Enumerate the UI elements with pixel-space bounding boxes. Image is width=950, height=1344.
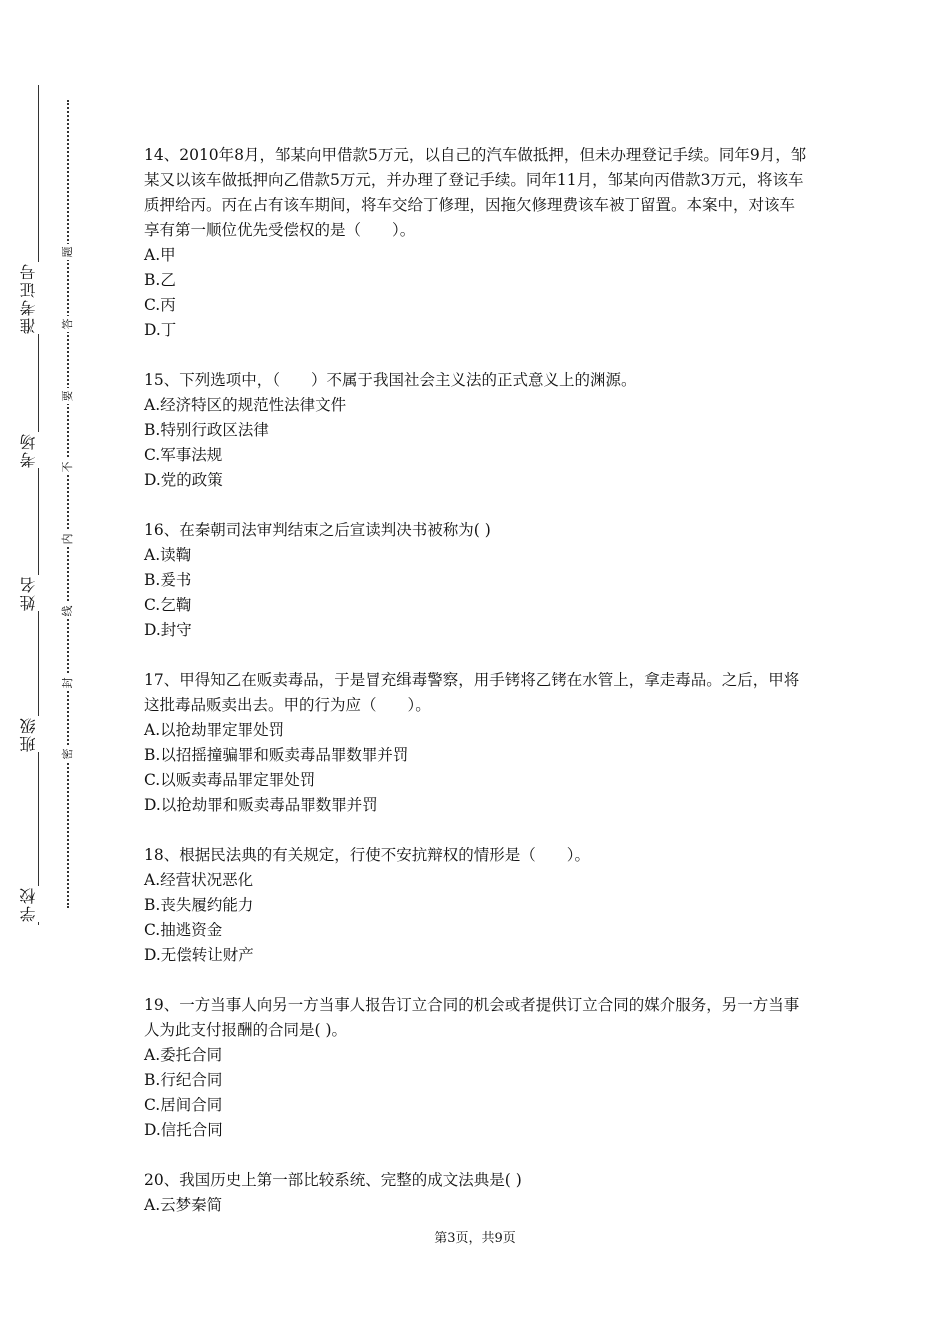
option-d: D.党的政策: [144, 471, 223, 489]
option-c: C.抽逃资金: [144, 921, 223, 939]
option-b: B.特别行政区法律: [144, 421, 269, 439]
question-15: [144, 368, 810, 493]
question-20: [144, 1168, 810, 1218]
option-a: A.经济特区的规范性法律文件: [144, 396, 347, 414]
seal-char: 密: [61, 746, 75, 762]
option-b: B.行纪合同: [144, 1071, 223, 1089]
binding-solid-line: [38, 85, 39, 925]
question-stem: 20、我国历史上第一部比较系统、完整的成文法典是( ): [144, 1171, 522, 1189]
field-label-class: 班级: [20, 716, 56, 752]
option-d: D.封守: [144, 621, 192, 639]
field-label-exam-room: 考场: [20, 432, 56, 468]
field-label-school: 学校: [20, 886, 56, 922]
option-c: C.以贩卖毒品罪定罪处罚: [144, 771, 316, 789]
seal-char: 内: [61, 531, 75, 547]
question-14: [144, 143, 810, 343]
seal-dotted-line: [67, 100, 69, 908]
question-list: [144, 143, 810, 1243]
field-label-exam-number: 准考证号: [20, 262, 56, 334]
question-stem: 17、甲得知乙在贩卖毒品，于是冒充缉毒警察，用手铐将乙铐在水管上，拿走毒品。之后，甲将这批毒品贩卖出去。甲的行为应（ ）。: [144, 671, 800, 714]
option-b: B.爰书: [144, 571, 192, 589]
seal-char: 不: [61, 459, 75, 475]
option-b: B.丧失履约能力: [144, 896, 254, 914]
question-16: [144, 518, 810, 643]
field-label-name: 姓名: [20, 575, 56, 611]
option-b: B.以招摇撞骗罪和贩卖毒品罪数罪并罚: [144, 746, 409, 764]
question-stem: 16、在秦朝司法审判结束之后宣读判决书被称为( ): [144, 521, 491, 539]
option-a: A.以抢劫罪定罪处罚: [144, 721, 285, 739]
option-d: D.以抢劫罪和贩卖毒品罪数罪并罚: [144, 796, 378, 814]
option-a: A.委托合同: [144, 1046, 223, 1064]
seal-char: 封: [61, 675, 75, 691]
option-b: B.乙: [144, 271, 176, 289]
option-a: A.经营状况恶化: [144, 871, 254, 889]
question-stem: 15、下列选项中，（ ）不属于我国社会主义法的正式意义上的渊源。: [144, 371, 637, 389]
question-stem: 19、一方当事人向另一方当事人报告订立合同的机会或者提供订立合同的媒介服务，另一方当事人为此支付报酬的合同是( )。: [144, 996, 800, 1039]
question-17: [144, 668, 810, 818]
seal-char: 题: [61, 244, 75, 260]
option-c: C.居间合同: [144, 1096, 223, 1114]
binding-margin: [0, 0, 100, 1344]
option-d: D.丁: [144, 321, 177, 339]
question-18: [144, 843, 810, 968]
page-footer: 第3页，共9页: [434, 1231, 516, 1246]
option-c: C.军事法规: [144, 446, 223, 464]
seal-char: 答: [61, 316, 75, 332]
question-stem: 14、2010年8月，邹某向甲借款5万元，以自己的汽车做抵押，但未办理登记手续。同年9月，邹某又以该车做抵押向乙借款5万元，并办理了登记手续。同年11月，邹某向丙借款3万元，将该车质押给丙。丙在占有该车期间，将车交给丁修理，因拖欠修理费该车被丁留置。本案中，对该车享有第一顺位优先受偿权的是（ ）。: [144, 146, 807, 239]
option-a: A.云梦秦简: [144, 1196, 223, 1214]
option-d: D.信托合同: [144, 1121, 223, 1139]
question-stem: 18、根据民法典的有关规定，行使不安抗辩权的情形是（ ）。: [144, 846, 590, 864]
question-19: [144, 993, 810, 1143]
option-c: C.乞鞫: [144, 596, 192, 614]
option-d: D.无偿转让财产: [144, 946, 254, 964]
seal-char: 线: [61, 603, 75, 619]
option-c: C.丙: [144, 296, 176, 314]
seal-char: 要: [61, 388, 75, 404]
option-a: A.读鞫: [144, 546, 192, 564]
option-a: A.甲: [144, 246, 176, 264]
